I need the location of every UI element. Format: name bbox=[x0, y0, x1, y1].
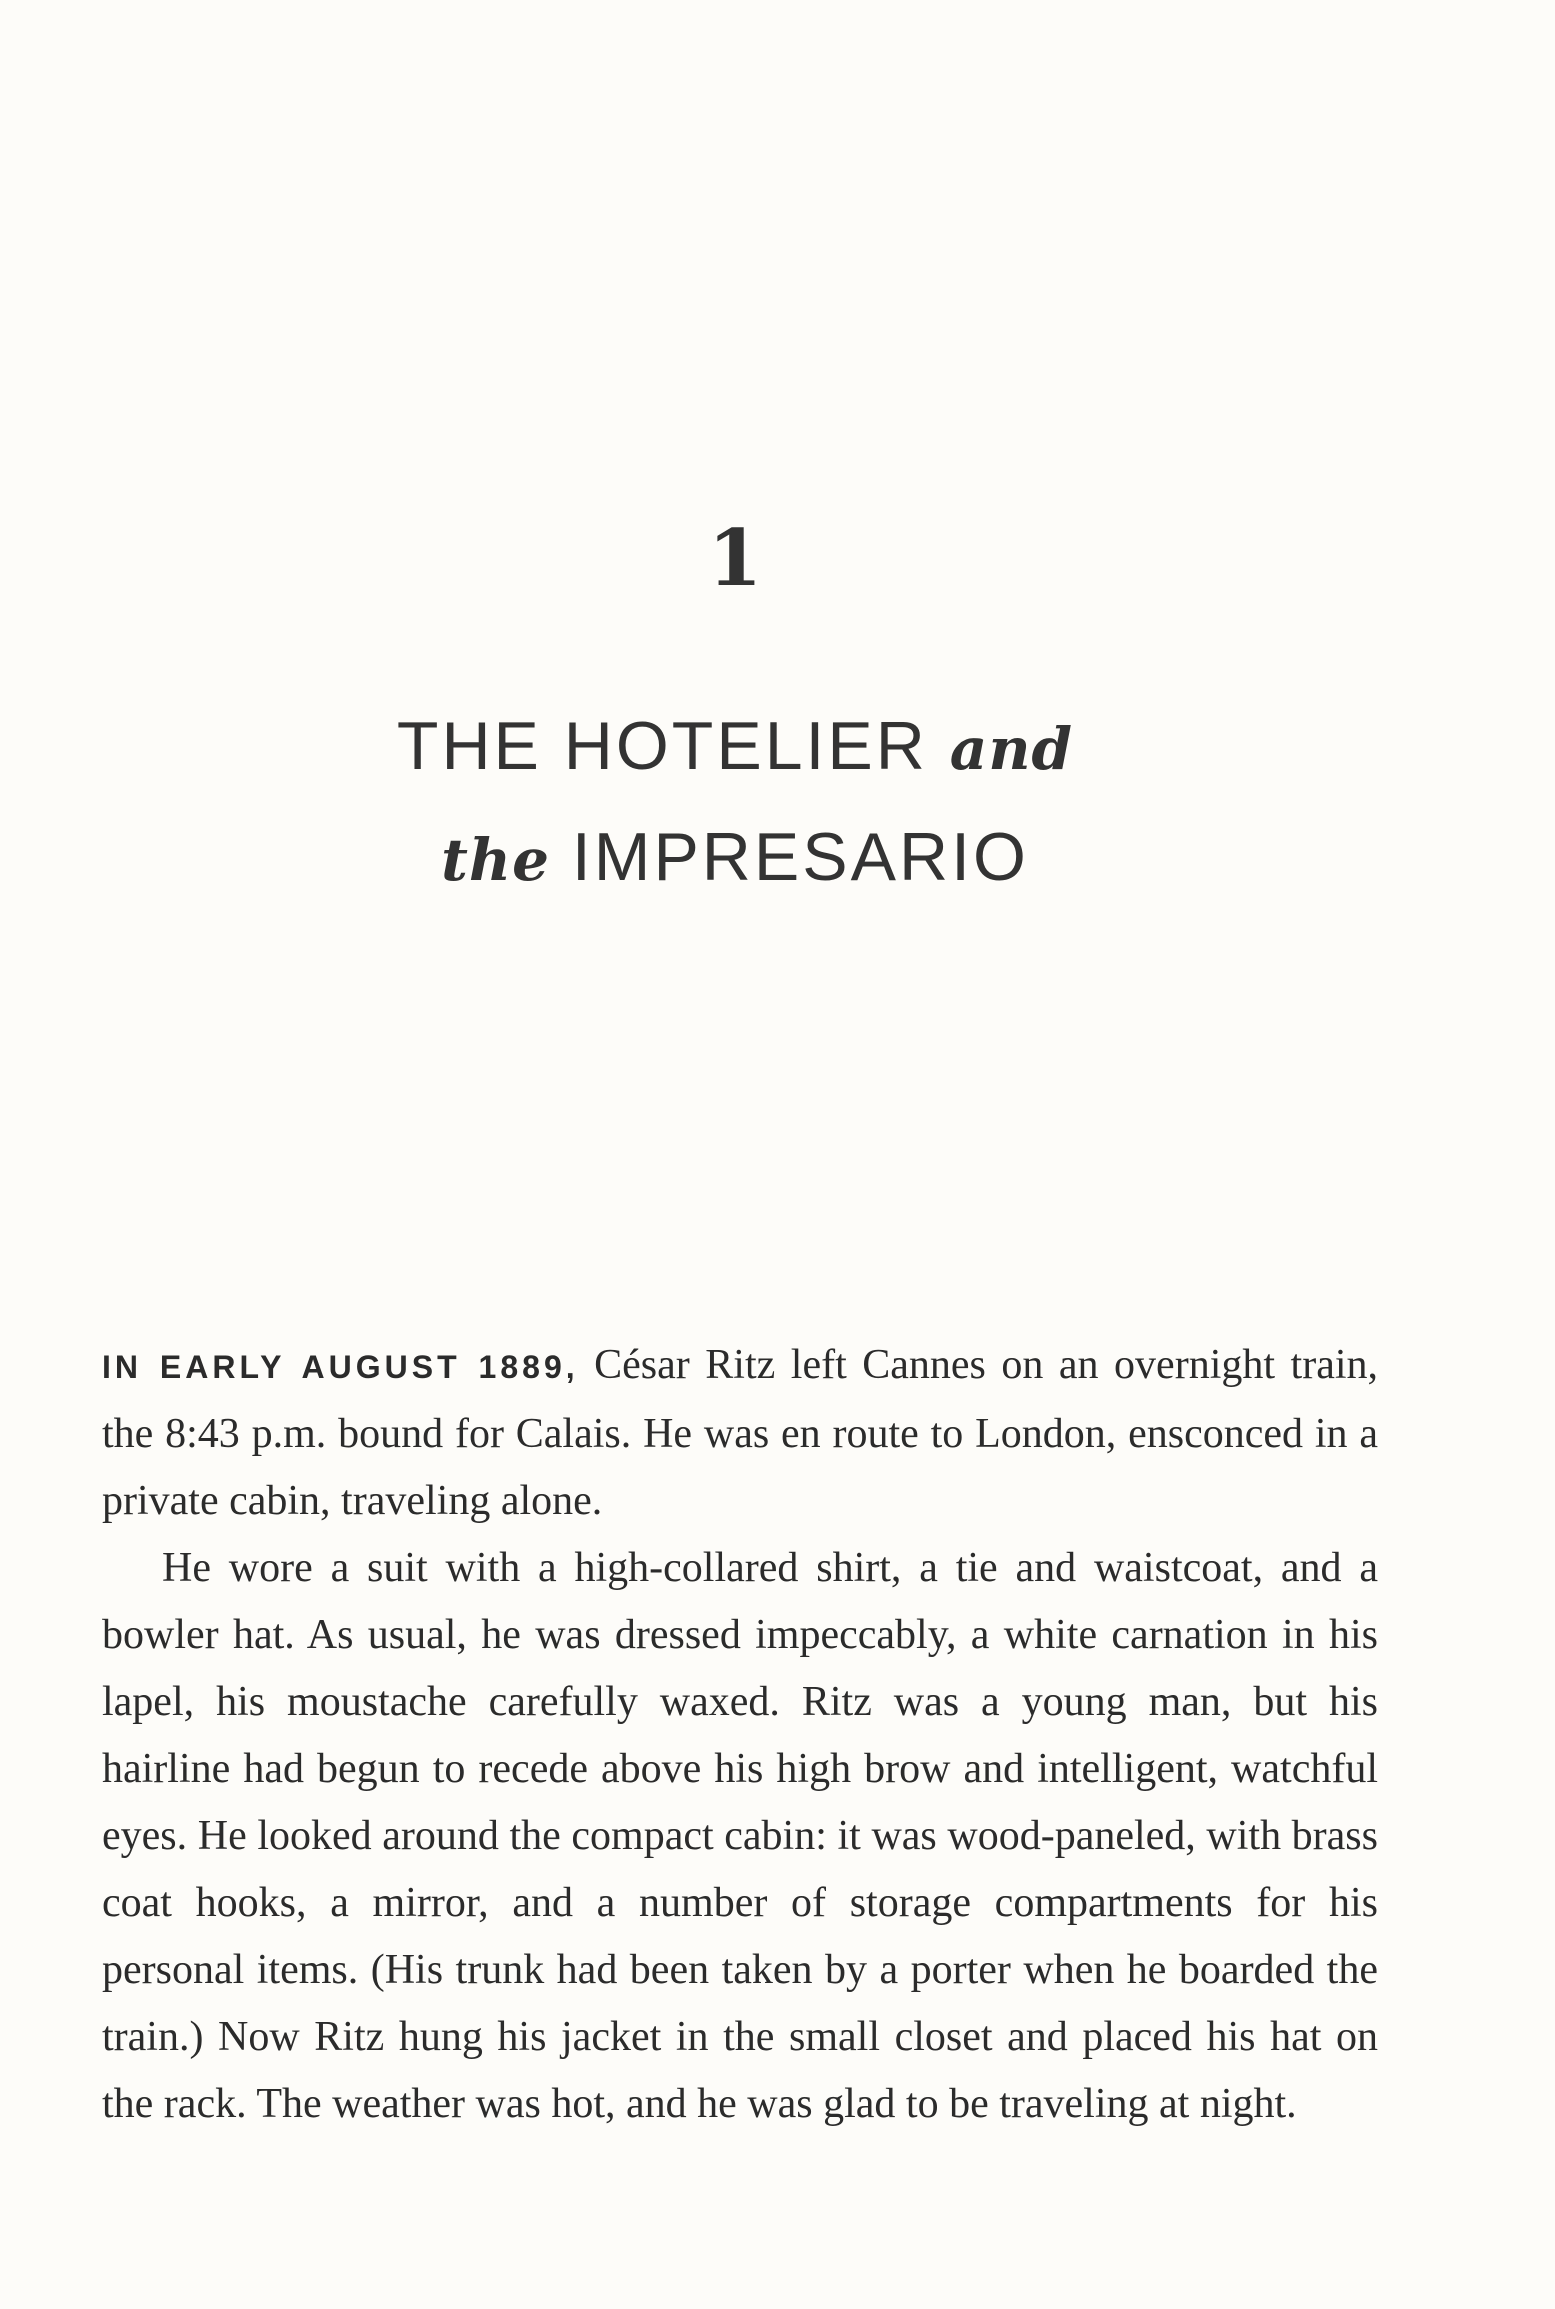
chapter-title-line-1 bbox=[0, 692, 1470, 803]
paragraph-1-text: César Ritz left Cannes on an overnight train, the 8:43 p.m. bound for Calais. He was en route to London, ensconced in a private cabin, traveling alone. bbox=[102, 1342, 1378, 1524]
chapter-title-word-hotelier: THE HOTELIER bbox=[396, 708, 928, 784]
lead-in: IN EARLY AUGUST 1889, bbox=[102, 1349, 579, 1385]
chapter-title bbox=[0, 692, 1470, 914]
chapter-title-word-the: the bbox=[441, 826, 550, 894]
paragraph-1 bbox=[102, 1332, 1378, 1535]
chapter-number: 1 bbox=[707, 513, 763, 604]
chapter-title-word-impresario: IMPRESARIO bbox=[571, 819, 1029, 895]
chapter-title-word-and: and bbox=[949, 715, 1074, 783]
paragraph-2: He wore a suit with a high-collared shirt, a tie and waistcoat, and a bowler hat. As usual, he was dressed impeccably, a white carnation in his lapel, his moustache carefully waxed. Ritz was a young man, but his hairline had begun to recede above his high brow and intelligent, watchful eyes. He looked around the compact cabin: it was wood-paneled, with brass coat hooks, a mirror, and a number of storage compartments for his personal items. (His trunk had been taken by a porter when he boarded the train.) Now Ritz hung his jacket in the small closet and placed his hat on the rack. The weather was hot, and he was glad to be traveling at night. bbox=[102, 1545, 1378, 2127]
chapter-body bbox=[102, 1332, 1378, 2138]
chapter-title-line-2 bbox=[0, 803, 1470, 914]
